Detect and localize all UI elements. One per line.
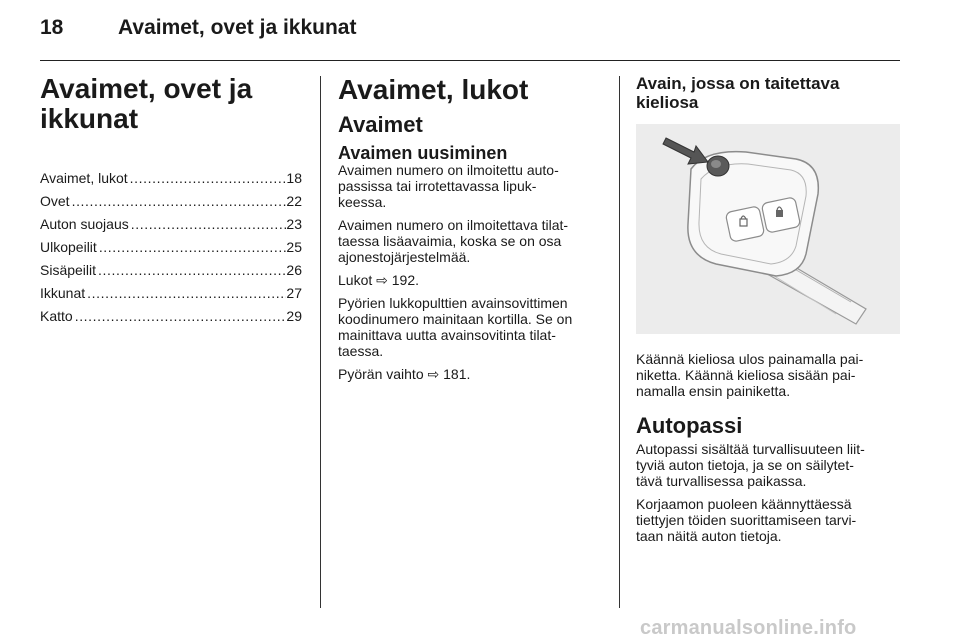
toc-entry-label: Katto: [40, 308, 73, 324]
toc-entry-page: 26: [286, 262, 302, 278]
header-rule: [40, 60, 900, 61]
chapter-title-line-1: Avaimet, ovet ja: [40, 73, 253, 104]
toc-entry[interactable]: [40, 167, 302, 190]
toc-entry[interactable]: [40, 213, 302, 236]
toc-entry-page: 18: [286, 170, 302, 186]
chapter-title-line-2: ikkunat: [40, 103, 139, 134]
paragraph-car-pass: Autopassi sisältää turvallisuuteen liit- tyviä auton tietoja, ja se on säilytet- tävä turvallisessa paikassa.: [636, 441, 865, 489]
toc-entry-page: 25: [286, 239, 302, 255]
cross-reference-locks[interactable]: Lukot ⇨ 192.: [338, 272, 420, 288]
toc-entry-page: 22: [286, 193, 302, 209]
reference-arrow-icon: ⇨: [427, 366, 440, 382]
toc-entry[interactable]: [40, 259, 302, 282]
paragraph-workshop: Korjaamon puoleen käännyttäessä tiettyjen töiden suorittamiseen tarvi- taan näitä auton tietoja.: [636, 496, 857, 544]
toc-entry-page: 29: [286, 308, 302, 324]
column-divider-2: [619, 76, 620, 608]
topic-heading: Avaimen uusiminen: [338, 143, 508, 163]
toc-entry-page: 23: [286, 216, 302, 232]
paragraph-key-number: Avaimen numero on ilmoitettu auto- passissa tai irrotettavassa lipuk- keessa.: [338, 162, 559, 210]
toc-entry-label: Ulkopeilit: [40, 239, 97, 255]
subsection-heading: Avaimet: [338, 112, 423, 137]
section-keys-locks: [338, 74, 604, 389]
toc-entry-page: 27: [286, 285, 302, 301]
section-heading: Avaimet, lukot: [338, 74, 529, 105]
toc-entry-label: Sisäpeilit: [40, 262, 97, 278]
topic-heading-folding-key: Avain, jossa on taitettava kieliosa: [636, 74, 840, 112]
toc-leader-dots: [97, 236, 287, 259]
running-header-title: Avaimet, ovet ja ikkunat: [118, 16, 357, 39]
paragraph-fold-instructions: Käännä kieliosa ulos painamalla pai- niketta. Käännä kieliosa sisään pai- namalla ensin painiketta.: [636, 351, 864, 399]
toc-entry-label: Ikkunat: [40, 285, 86, 301]
paragraph-spare-keys: Avaimen numero on ilmoitettava tilat- taessa lisäavaimia, koska se on osa ajonestojärjestelmää.: [338, 217, 569, 265]
paragraph-wheel-lock-adapter: Pyörien lukkopulttien avainsovittimen koodinumero mainitaan kortilla. Se on mainittava uutta avainsovitinta tilat- taessa.: [338, 295, 573, 359]
toc-leader-dots: [129, 213, 287, 236]
column-divider-1: [320, 76, 321, 608]
toc-entry[interactable]: [40, 282, 302, 305]
section-folding-key: [636, 74, 902, 551]
toc-leader-dots: [73, 305, 287, 328]
toc-entry[interactable]: [40, 305, 302, 328]
toc-entry[interactable]: [40, 236, 302, 259]
toc-leader-dots: [128, 167, 287, 190]
cross-reference-wheel-change[interactable]: Pyörän vaihto ⇨ 181.: [338, 366, 471, 382]
chapter-contents: [40, 74, 302, 328]
toc-list: [40, 167, 302, 328]
chapter-title: [40, 74, 302, 134]
watermark: carmanualsonline.info: [640, 617, 857, 639]
toc-entry-label: Ovet: [40, 193, 70, 209]
folding-key-illustration: [636, 124, 900, 334]
toc-leader-dots: [96, 259, 286, 282]
toc-entry[interactable]: [40, 190, 302, 213]
toc-leader-dots: [85, 282, 286, 305]
subsection-heading-car-pass: Autopassi: [636, 413, 743, 438]
toc-entry-label: Avaimet, lukot: [40, 170, 128, 186]
reference-arrow-icon: ⇨: [376, 272, 388, 288]
toc-leader-dots: [70, 190, 287, 213]
toc-entry-label: Auton suojaus: [40, 216, 129, 232]
page-number: 18: [40, 16, 64, 39]
